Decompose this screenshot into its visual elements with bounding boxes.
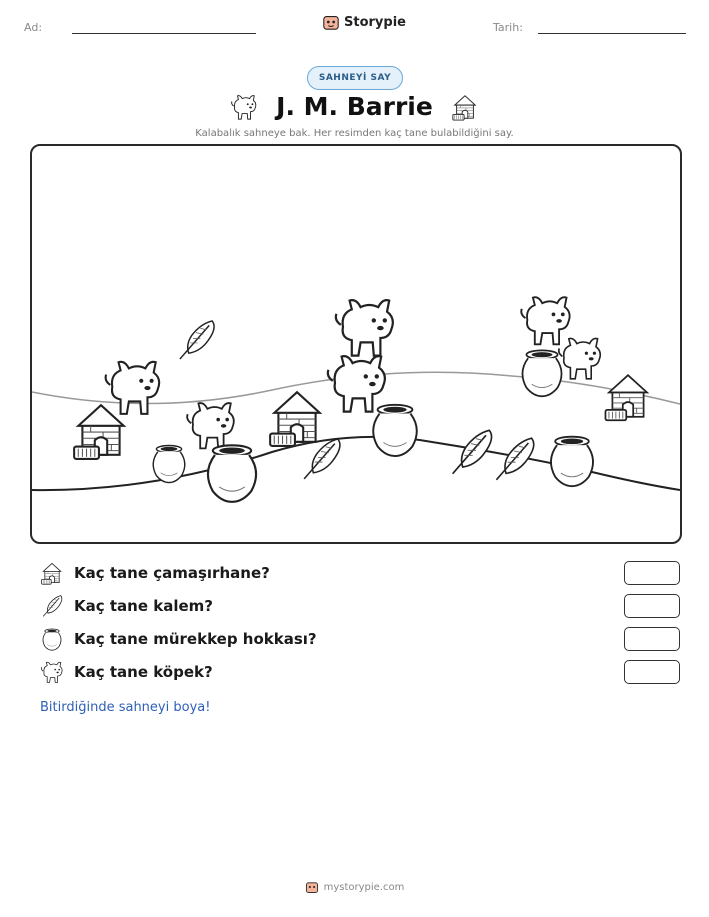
dog [559,338,600,378]
dog-icon [230,93,258,121]
feather-pen [453,430,492,473]
dog [328,356,385,411]
storypie-logo-icon [322,13,340,31]
dog [106,362,160,414]
question-laundry [40,560,680,586]
footer-url[interactable]: mystorypie.com [323,881,405,893]
brand-name: Storypie [344,14,406,30]
ink-pot [153,446,185,483]
answer-box[interactable] [624,627,680,651]
name-line[interactable] [72,33,256,34]
question-text: Kaç tane kalem? [74,597,213,615]
date-line[interactable] [538,33,686,34]
footer [0,880,709,894]
question-inkpot [40,626,680,652]
feather-pen [304,439,340,479]
dog [187,403,234,448]
ink-pot [373,405,417,456]
ink-pot-icon [40,627,64,651]
question-dog [40,659,680,685]
dog [336,300,393,355]
laundry-house [74,405,124,459]
answer-box[interactable] [624,561,680,585]
answer-box[interactable] [624,594,680,618]
laundry-house-icon [40,561,64,585]
question-text: Kaç tane mürekkep hokkası? [74,630,317,648]
coloring-note: Bitirdiğinde sahneyi boya! [40,700,211,715]
question-text: Kaç tane köpek? [74,663,213,681]
ink-pot [551,437,593,486]
dog-icon [40,660,64,684]
question-text: Kaç tane çamaşırhane? [74,564,270,582]
feather-pen [180,321,214,359]
page-title-row [0,92,709,121]
dog [521,297,569,344]
counting-scene [30,144,682,544]
instructions: Kalabalık sahneye bak. Her resimden kaç tane bulabildiğini say. [195,128,514,139]
laundry-house-icon [451,93,479,121]
question-pen [40,593,680,619]
activity-badge: SAHNEYİ SAY [307,66,403,90]
answer-box[interactable] [624,660,680,684]
ink-pot [522,350,561,396]
laundry-house [605,375,647,420]
date-label: Tarih: [493,21,523,34]
scene-illustration [32,146,680,542]
ink-pot [208,445,256,502]
laundry-house [270,392,320,446]
feather-pen-icon [40,594,64,618]
storypie-logo-icon [305,880,319,894]
feather-pen [496,438,533,480]
name-label: Ad: [24,21,43,34]
brand-logo [322,13,406,31]
page-title: J. M. Barrie [276,92,433,121]
